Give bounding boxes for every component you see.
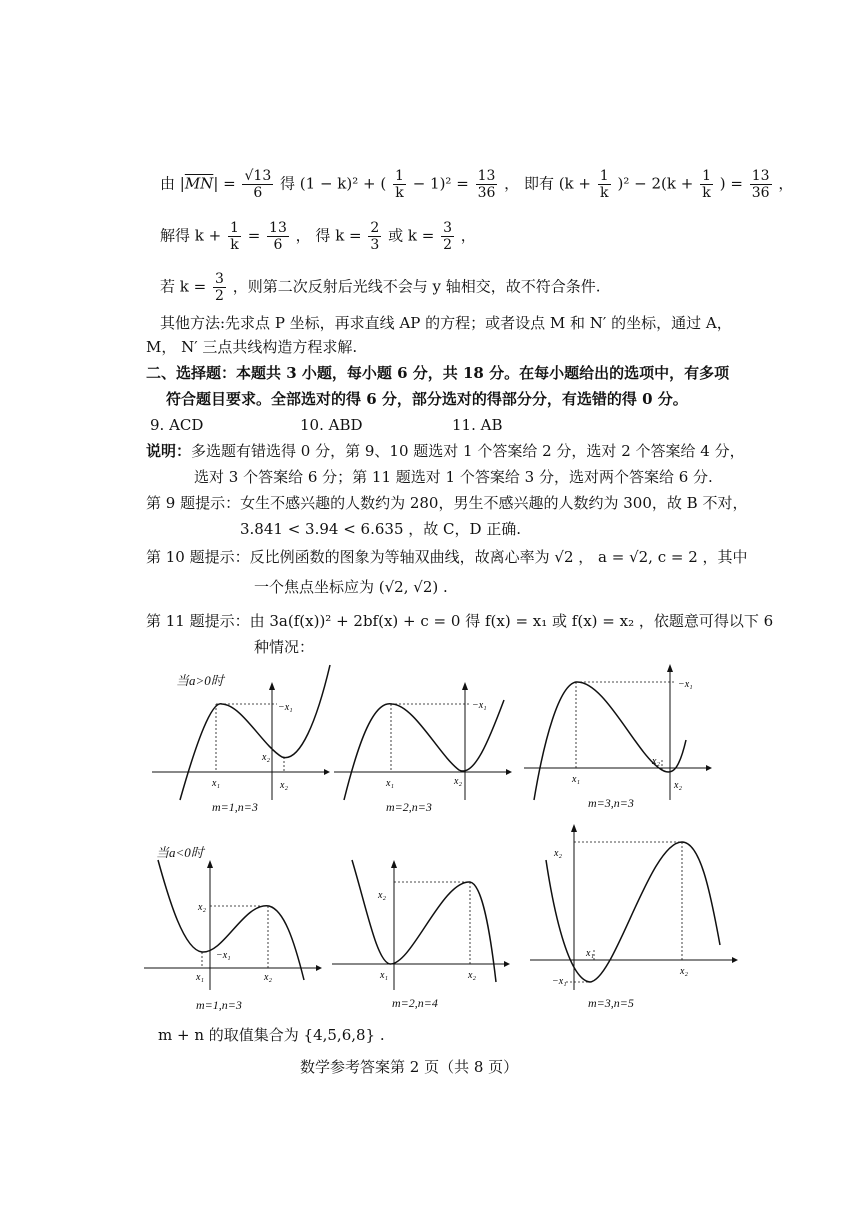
label-a-positive: 当a>0时 (176, 673, 224, 688)
fraction: $\frac{2}{3}$ (370, 220, 380, 253)
fraction: $\frac{√13}{6}$ (244, 168, 272, 201)
fraction: $\frac{3}{2}$ (214, 271, 224, 304)
x1-label: x₁ (586, 948, 594, 959)
text: ，则第二次反射后光线不会与 y 轴相交，故不符合条件. (232, 277, 601, 296)
caption-6: m=3,n=5 (588, 996, 634, 1010)
text: )² − 2(k + (617, 174, 694, 193)
x2-label: x₂ (198, 902, 206, 913)
caption-2: m=2,n=3 (386, 800, 432, 814)
x2-label: x₂ (378, 890, 386, 901)
conclusion: m + n 的取值集合为 {4,5,6,8} . (158, 1026, 385, 1044)
neg-x1-label: −x₁ (278, 702, 293, 713)
text: − 1)² = (412, 174, 469, 193)
neg-x1-label: −x₁ (552, 976, 567, 987)
eq-line-2 (160, 220, 476, 253)
fraction: $\frac{1}{k}$ (702, 168, 711, 201)
x1-label: x₁ (212, 778, 220, 789)
eq-line-3 (160, 271, 600, 304)
fraction: $\frac{1}{k}$ (394, 168, 404, 201)
x1-label: x₁ (380, 970, 388, 981)
x2-label: x₂ (280, 780, 288, 791)
text: 由 | (160, 174, 185, 193)
other-method-line-1: 其他方法:先求点 P 坐标，再求直线 AP 的方程；或者设点 M 和 N′ 的坐标，通过 A， (160, 314, 732, 332)
graph-pos-3 (524, 660, 714, 805)
page-footer: 数学参考答案第 2 页（共 8 页） (300, 1058, 519, 1076)
text: 多选题有错选得 0 分，第 9、10 题选对 1 个答案给 2 分，选对 2 个答案给 4 分， (191, 442, 745, 460)
text: ， 即有 (k + (504, 174, 591, 193)
hint-11-line-1: 第 11 题提示：由 3a(f(x))² + 2bf(x) + c = 0 得 f(x) = x₁ 或 f(x) = x₂ ，依题意可得以下 6 (146, 612, 774, 630)
caption-1: m=1,n=3 (212, 800, 258, 814)
section-heading-1: 二、选择题：本题共 3 小题，每小题 6 分，共 18 分。在每小题给出的选项中，有多项 (146, 364, 730, 382)
graph-neg-1 (144, 840, 324, 990)
hint-9-line-2: 3.841 < 3.94 < 6.635 ，故 C，D 正确. (240, 520, 522, 538)
answer-9: 9. ACD (150, 416, 204, 434)
vector-mn: $\overline{MN}$ (184, 174, 214, 193)
graph-pos-2 (334, 660, 514, 805)
neg-x1-label: −x₁ (216, 950, 231, 961)
text: 解得 k + (160, 226, 222, 245)
graph-neg-2 (332, 840, 512, 990)
x2-label: x₂ (264, 972, 272, 983)
x2-label: x₂ (674, 780, 682, 791)
x1-label: x₁ (572, 774, 580, 785)
caption-4: m=1,n=3 (196, 998, 242, 1012)
text: ， (460, 226, 476, 245)
x2-label: x₂ (680, 966, 688, 977)
neg-x1-label: −x₁ (472, 700, 487, 711)
label-a-negative: 当a<0时 (156, 845, 204, 860)
neg-x1-label: −x₁ (678, 679, 693, 690)
text: = (247, 226, 261, 245)
note-line-1 (146, 440, 745, 462)
x2-label: x₂ (652, 756, 660, 767)
text: ) = (719, 174, 743, 193)
x1-label: x₁ (386, 778, 394, 789)
fraction: $\frac{1}{k}$ (599, 168, 609, 201)
x2-label: x₂ (454, 776, 462, 787)
answer-11: 11. AB (452, 416, 503, 434)
graph-neg-3 (530, 820, 740, 1000)
fraction: $\frac{13}{6}$ (269, 220, 287, 253)
text: 若 k = (160, 277, 207, 296)
caption-3: m=3,n=3 (588, 796, 634, 810)
text: ， (778, 174, 794, 193)
fraction: $\frac{3}{2}$ (443, 220, 453, 253)
fraction: $\frac{13}{36}$ (751, 168, 770, 201)
fraction: $\frac{13}{36}$ (477, 168, 496, 201)
eq-line-1 (160, 168, 793, 201)
graph-pos-1 (152, 660, 332, 805)
text: 或 k = (388, 226, 435, 245)
text: 得 (1 − k)² + ( (280, 174, 387, 193)
text: | = (213, 174, 236, 193)
section-heading-2: 符合题目要求。全部选对的得 6 分，部分选对的得部分分，有选错的得 0 分。 (166, 390, 688, 408)
hint-11-line-2: 种情况： (254, 638, 315, 656)
note-line-2: 选对 3 个答案给 6 分；第 11 题选对 1 个答案给 3 分，选对两个答案给 6 分. (194, 468, 713, 486)
text: ， 得 k = (295, 226, 362, 245)
caption-5: m=2,n=4 (392, 996, 438, 1010)
answer-10: 10. ABD (300, 416, 363, 434)
x2-label: x₂ (262, 752, 270, 763)
x2-label: x₂ (468, 970, 476, 981)
hint-10-line-2: 一个焦点坐标应为 (√2, √2) . (254, 578, 448, 596)
fraction: $\frac{1}{k}$ (229, 220, 239, 253)
x1-label: x₁ (196, 972, 204, 983)
x2-label: x₂ (554, 848, 562, 859)
note-label: 说明： (146, 442, 192, 460)
hint-9-line-1: 第 9 题提示：女生不感兴趣的人数约为 280，男生不感兴趣的人数约为 300，故 B 不对， (146, 494, 748, 512)
other-method-line-2: M， N′ 三点共线构造方程求解. (146, 338, 358, 356)
hint-10-line-1: 第 10 题提示：反比例函数的图象为等轴双曲线，故离心率为 √2 ， a = √2, c = 2 ，其中 (146, 548, 748, 566)
